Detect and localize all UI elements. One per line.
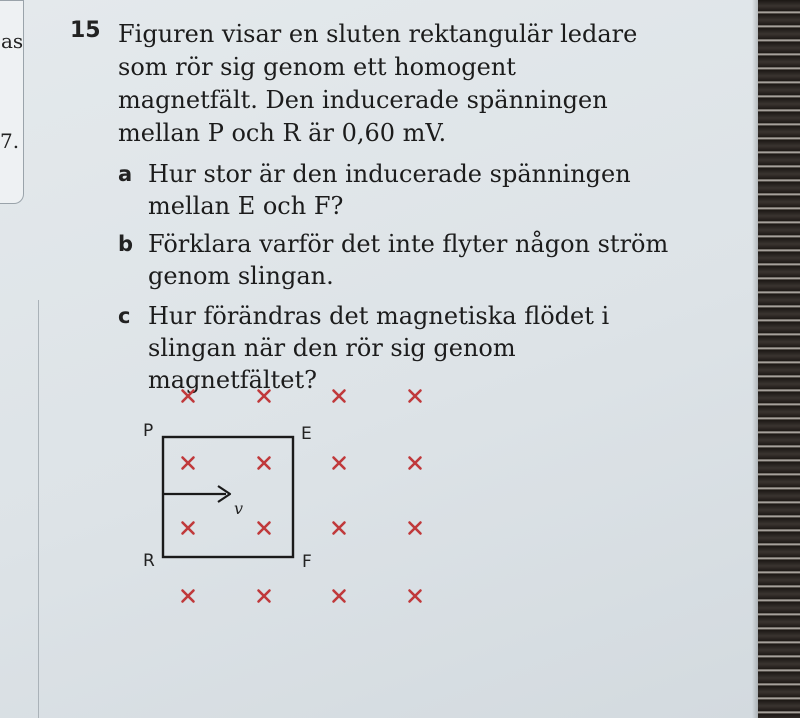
field-cross-mark [410, 458, 421, 469]
subquestion-label: b [118, 232, 134, 256]
rectangular-conductor-loop [163, 437, 293, 557]
velocity-label: v [234, 499, 244, 518]
corner-label-f: F [302, 552, 312, 572]
field-cross-mark [334, 591, 345, 602]
subquestion-label: c [118, 304, 131, 328]
subquestion-label: a [118, 162, 133, 186]
field-cross-mark [183, 458, 194, 469]
book-page-edges [758, 0, 800, 718]
field-cross-mark [410, 591, 421, 602]
field-cross-mark [183, 591, 194, 602]
corner-label-r: R [143, 551, 155, 571]
adjacent-page-fragment [0, 0, 24, 204]
subquestion-b [118, 228, 678, 292]
subquestion-text: Hur stor är den inducerade spänningen mellan E och F? [148, 160, 631, 220]
field-cross-mark [259, 391, 270, 402]
subquestion-a [118, 158, 678, 222]
field-cross-mark [410, 523, 421, 534]
subquestion-text: Förklara varför det inte flyter någon ström genom slingan. [148, 230, 669, 290]
field-cross-mark [334, 458, 345, 469]
field-cross-mark [334, 523, 345, 534]
field-cross-mark [259, 458, 270, 469]
field-cross-mark [183, 523, 194, 534]
problem-number: 15 [70, 18, 101, 43]
velocity-arrow [163, 486, 230, 502]
margin-fragment-bottom: 7. [0, 129, 20, 153]
corner-label-e: E [301, 424, 312, 444]
margin-fragment-top: as [1, 29, 24, 53]
field-cross-mark [183, 391, 194, 402]
problem-text: Figuren visar en sluten rektangulär ledare som rör sig genom ett homogent magnetfält. Den inducerade spänningen mellan P och R är 0,60 mV. [118, 20, 638, 147]
magnetic-field-figure [120, 370, 440, 615]
corner-label-p: P [143, 421, 154, 441]
field-cross-mark [259, 591, 270, 602]
field-cross-mark [259, 523, 270, 534]
margin-rule [38, 300, 39, 718]
field-cross-mark [410, 391, 421, 402]
field-cross-mark [334, 391, 345, 402]
subquestion-text: Hur förändras det magnetiska flödet i slingan när den rör sig genom magnetfältet? [148, 302, 610, 394]
